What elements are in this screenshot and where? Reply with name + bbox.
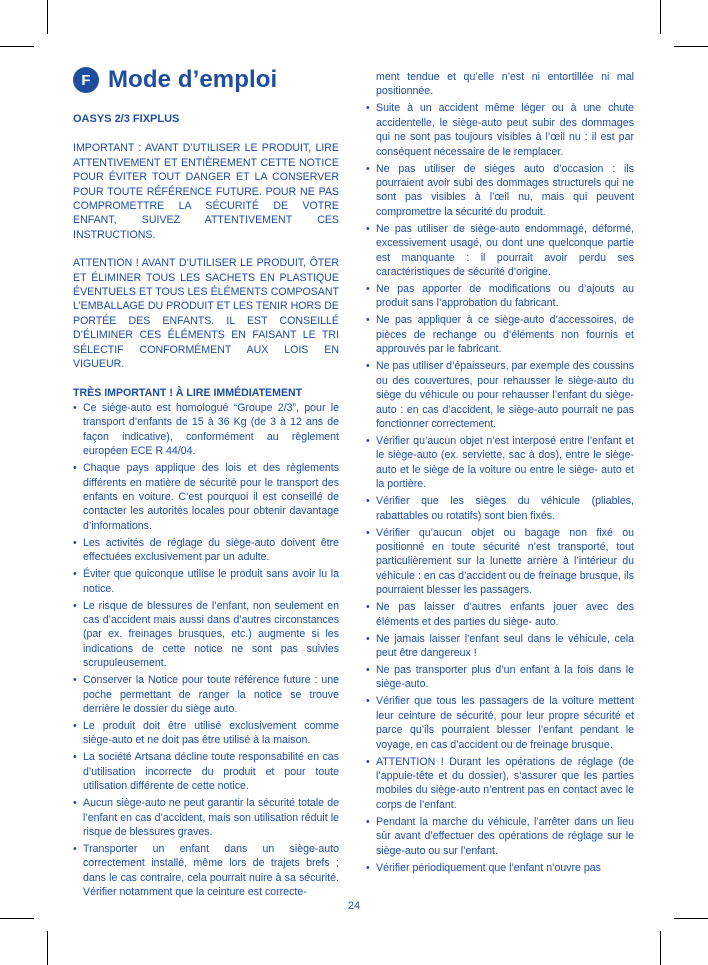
- list-item: • Ne pas appliquer à ce siège-auto d’accessoires, de pièces de rechange ou d’éléments non fournis et approuvés par le fabricant.: [366, 313, 634, 356]
- list-item: • La société Artsana décline toute responsabilité en cas d’utilisation incorrecte du produit et pour toute utilisation différente de cette notice.: [73, 750, 339, 793]
- language-badge: F: [73, 67, 99, 93]
- crop-mark: [47, 931, 48, 965]
- important-notice: IMPORTANT : AVANT D’UTILISER LE PRODUIT, LIRE ATTENTIVEMENT ET ENTIÈREMENT CETTE NOTICE POUR ÉVITER TOUT DANGER ET LA CONSERVER POUR TOUTE RÉFÉRENCE FUTURE. POUR NE PAS COMPROMETTRE LA SÉCURITÉ DE VOTRE ENFANT, SUIVEZ ATTENTIVEMENT CES INSTRUCTIONS.: [73, 142, 339, 241]
- page-title: Mode d’emploi: [108, 66, 278, 93]
- list-item: • Chaque pays applique des lois et des règlements différents en matière de sécurité pour le transport des enfants en voiture. C’est pourquoi il est conseillé de contacter les autorités locales pour obtenir davantage d’informations.: [73, 461, 339, 533]
- crop-mark: [0, 46, 34, 47]
- list-item: • Ne pas utiliser de sièges auto d’occasion : ils pourraient avoir subi des dommages structurels qui ne sont pas visibles à l’œil nu, mais qui peuvent compromettre la sécurité du produit.: [366, 162, 634, 220]
- subheading: TRÈS IMPORTANT ! À LIRE IMMÉDIATEMENT: [73, 386, 303, 399]
- page-number: 24: [347, 900, 361, 912]
- list-item: • Ne pas transporter plus d’un enfant à la fois dans le siège-auto.: [366, 663, 634, 692]
- list-item: • Pendant la marche du véhicule, l’arrêter dans un lieu sûr avant d’effectuer des opérations de réglage sur le siège-auto ou sur l’enfant.: [366, 815, 634, 858]
- crop-mark: [0, 918, 34, 919]
- list-item: • Ne pas utiliser d’épaisseurs, par exemple des coussins ou des couvertures, pour rehausser le siège-auto du siège du véhicule ou pour rehausser l’enfant du siège- auto : en cas d’accident, le siège-auto pourrait ne pas fonctionner correctement.: [366, 359, 634, 431]
- list-item: • Le produit doit être utilisé exclusivement comme siège-auto et ne doit pas être utilisé à la maison.: [73, 719, 339, 748]
- list-item: • Ne jamais laisser l’enfant seul dans le véhicule, cela peut être dangereux !: [366, 632, 634, 661]
- crop-mark: [660, 0, 661, 34]
- section-header: [73, 66, 277, 94]
- packaging-warning: ATTENTION ! AVANT D’UTILISER LE PRODUIT, ÔTER ET ÉLIMINER TOUS LES SACHETS EN PLASTIQUE ÉVENTUELS ET TOUS LES ÉLÉMENTS COMPOSANT L’EMBALLAGE DU PRODUIT ET LES TENIR HORS DE PORTÉE DES ENFANTS. IL EST CONSEILLÉ D’ÉLIMINER CES ÉLÉMENTS EN FAISANT LE TRI SÉLECTIF CONFORMÉMENT AUX LOIS EN VIGUEUR.: [73, 257, 339, 371]
- left-column: [73, 112, 339, 902]
- crop-mark: [660, 931, 661, 965]
- list-item: • Vérifier périodiquement que l’enfant n’ouvre pas: [366, 861, 634, 875]
- list-item: • Aucun siège-auto ne peut garantir la sécurité totale de l’enfant en cas d’accident, mais son utilisation réduit le risque de blessures graves.: [73, 796, 339, 839]
- list-item: • Vérifier qu’aucun objet ou bagage non fixé ou positionné en toute sécurité n’est transporté, tout particulièrement sur la lunette arrière à l’intérieur du véhicule : en cas d’accident ou de freinage brusque, ils pourraient blesser les passagers.: [366, 526, 634, 598]
- list-item: • Les activités de réglage du siège-auto doivent être effectuées exclusivement par un adulte.: [73, 536, 339, 565]
- crop-mark: [674, 46, 708, 47]
- list-item: • Vérifier que tous les passagers de la voiture mettent leur ceinture de sécurité, pour leur propre sécurité et parce qu’ils pourraient blesser l’enfant pendant le voyage, en cas d’accident ou de freinage brusque.: [366, 694, 634, 752]
- list-item: • Le risque de blessures de l’enfant, non seulement en cas d’accident mais aussi dans d’autres circonstances (par ex. freinages brusques, etc.) augmente si les indications de cette notice ne sont pas suivies scrupuleusement.: [73, 599, 339, 671]
- list-item: • Ne pas laisser d’autres enfants jouer avec des éléments et des parties du siège- auto.: [366, 600, 634, 629]
- warning-list-continued: [366, 70, 634, 875]
- list-item: • ATTENTION ! Durant les opérations de réglage (de l’appuie-tête et du dossier), s’assurer que les parties mobiles du siège-auto n’entrent pas en contact avec le corps de l’enfant.: [366, 755, 634, 813]
- list-item-continuation: ment tendue et qu’elle n’est ni entortillée ni mal positionnée.: [376, 71, 634, 98]
- list-item: • Vérifier qu’aucun objet n’est interposé entre l’enfant et le siège-auto (ex. serviette, sac à dos), entre le siège-auto et le siège de la voiture ou entre le siège- auto et la portière.: [366, 434, 634, 492]
- list-item: • Conserver la Notice pour toute référence future : une poche permettant de ranger la notice se trouve derrière le dossier du siège auto.: [73, 673, 339, 716]
- list-item: • Ne pas utiliser de siège-auto endommagé, déformé, excessivement usagé, ou dont une quelconque partie est manquante : il pourrait avoir perdu ses caractéristiques de sécurité d’origine.: [366, 222, 634, 280]
- model-name: OASYS 2/3 FIXPLUS: [73, 113, 180, 125]
- list-item: • Ce siège-auto est homologué “Groupe 2/3”, pour le transport d’enfants de 15 à 36 Kg (de 3 à 12 ans de façon indicative), conformément au règlement européen ECE R 44/04.: [73, 401, 339, 459]
- list-item: • Vérifier que les sièges du véhicule (pliables, rabattables ou rotatifs) sont bien fixés.: [366, 494, 634, 523]
- list-item: • Transporter un enfant dans un siège-auto correctement installé, même lors de trajets brefs ; dans le cas contraire, cela pourrait nuire à sa sécurité. Vérifier notamment que la ceinture est correcte-: [73, 842, 339, 900]
- crop-mark: [674, 918, 708, 919]
- list-item: • Suite à un accident même léger ou à une chute accidentelle, le siège-auto peut subir des dommages qui ne sont pas toujours visibles à l’œil nu : il est par conséquent nécessaire de le remplacer.: [366, 101, 634, 159]
- crop-mark: [47, 0, 48, 34]
- list-item: • Éviter que quiconque utilise le produit sans avoir lu la notice.: [73, 567, 339, 596]
- warning-list: [73, 401, 339, 900]
- right-column: [366, 70, 634, 878]
- list-item: • Ne pas apporter de modifications ou d’ajouts au produit sans l’approbation du fabricant.: [366, 282, 634, 311]
